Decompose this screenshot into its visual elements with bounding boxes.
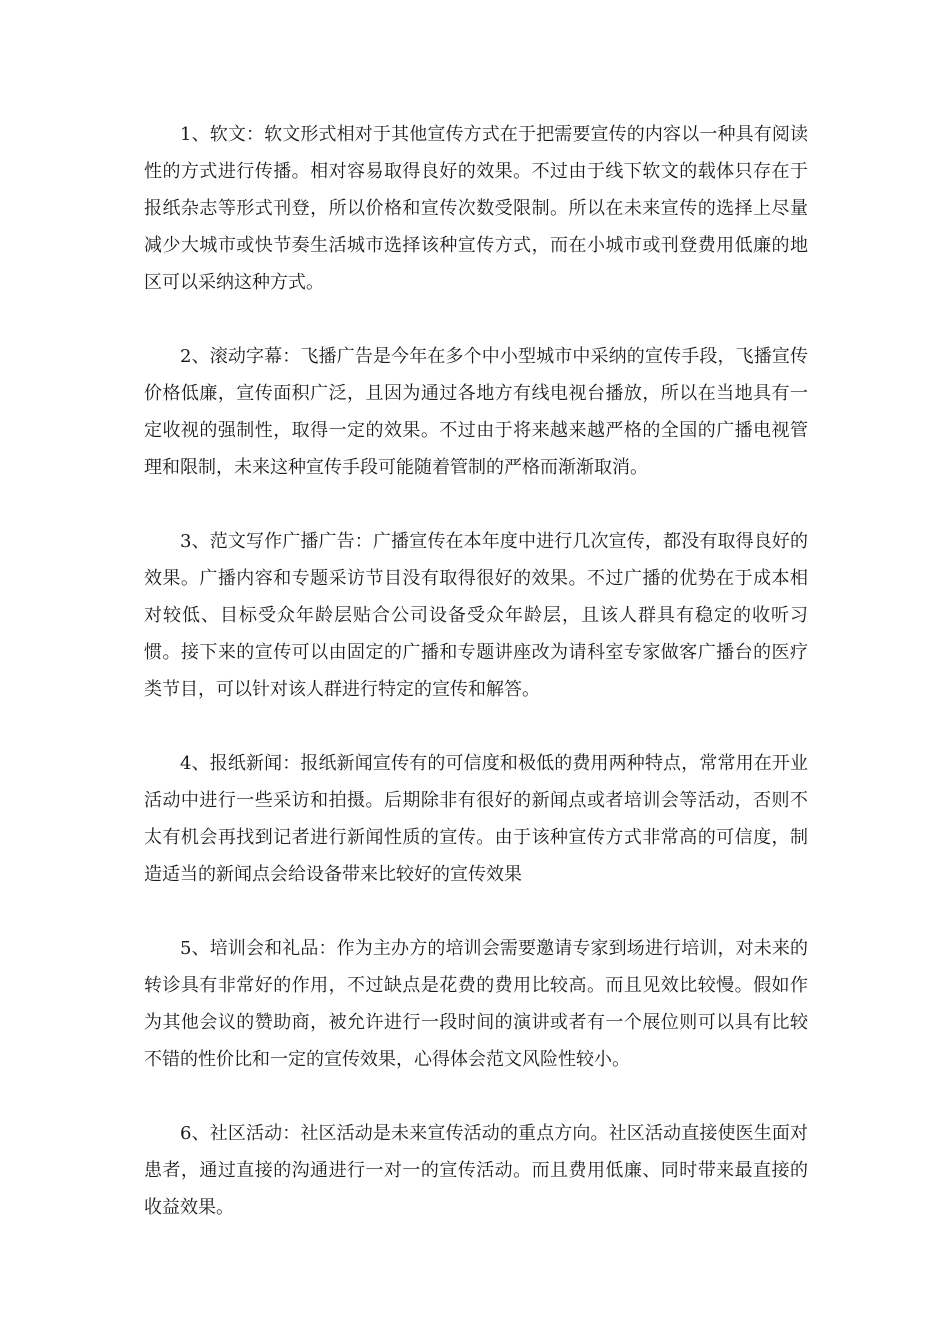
- paragraph-training-gifts: 5、培训会和礼品：作为主办方的培训会需要邀请专家到场进行培训，对未来的转诊具有非常好的作用，不过缺点是花费的费用比较高。而且见效比较慢。假如作为其他会议的赞助商，被允许进行一段时间的演讲或者有一个展位则可以具有比较不错的性价比和一定的宣传效果，心得体会范文风险性较小。: [144, 938, 808, 1070]
- paragraph-scrolling-subtitles: 2、滚动字幕：飞播广告是今年在多个中小型城市中采纳的宣传手段，飞播宣传价格低廉，宣传面积广泛，且因为通过各地方有线电视台播放，所以在当地具有一定收视的强制性，取得一定的效果。不过由于将来越来越严格的全国的广播电视管理和限制，未来这种宣传手段可能随着管制的严格而渐渐取消。: [144, 346, 808, 478]
- paragraph-newspaper-news: 4、报纸新闻：报纸新闻宣传有的可信度和极低的费用两种特点，常常用在开业活动中进行一些采访和拍摄。后期除非有很好的新闻点或者培训会等活动，否则不太有机会再找到记者进行新闻性质的宣传。由于该种宣传方式非常高的可信度，制造适当的新闻点会给设备带来比较好的宣传效果: [144, 753, 808, 885]
- paragraph-soft-article: 1、软文：软文形式相对于其他宣传方式在于把需要宣传的内容以一种具有阅读性的方式进行传播。相对容易取得良好的效果。不过由于线下软文的载体只存在于报纸杂志等形式刊登，所以价格和宣传次数受限制。所以在未来宣传的选择上尽量减少大城市或快节奏生活城市选择该种宣传方式，而在小城市或刊登费用低廉的地区可以采纳这种方式。: [144, 124, 808, 293]
- document-body: [144, 116, 808, 1263]
- paragraph-community-activities: 6、社区活动：社区活动是未来宣传活动的重点方向。社区活动直接使医生面对患者，通过直接的沟通进行一对一的宣传活动。而且费用低廉、同时带来最直接的收益效果。: [144, 1123, 808, 1218]
- paragraph-radio-ads: 3、范文写作广播广告：广播宣传在本年度中进行几次宣传，都没有取得良好的效果。广播内容和专题采访节目没有取得很好的效果。不过广播的优势在于成本相对较低、目标受众年龄层贴合公司设备受众年龄层，且该人群具有稳定的收听习惯。接下来的宣传可以由固定的广播和专题讲座改为请科室专家做客广播台的医疗类节目，可以针对该人群进行特定的宣传和解答。: [144, 531, 808, 700]
